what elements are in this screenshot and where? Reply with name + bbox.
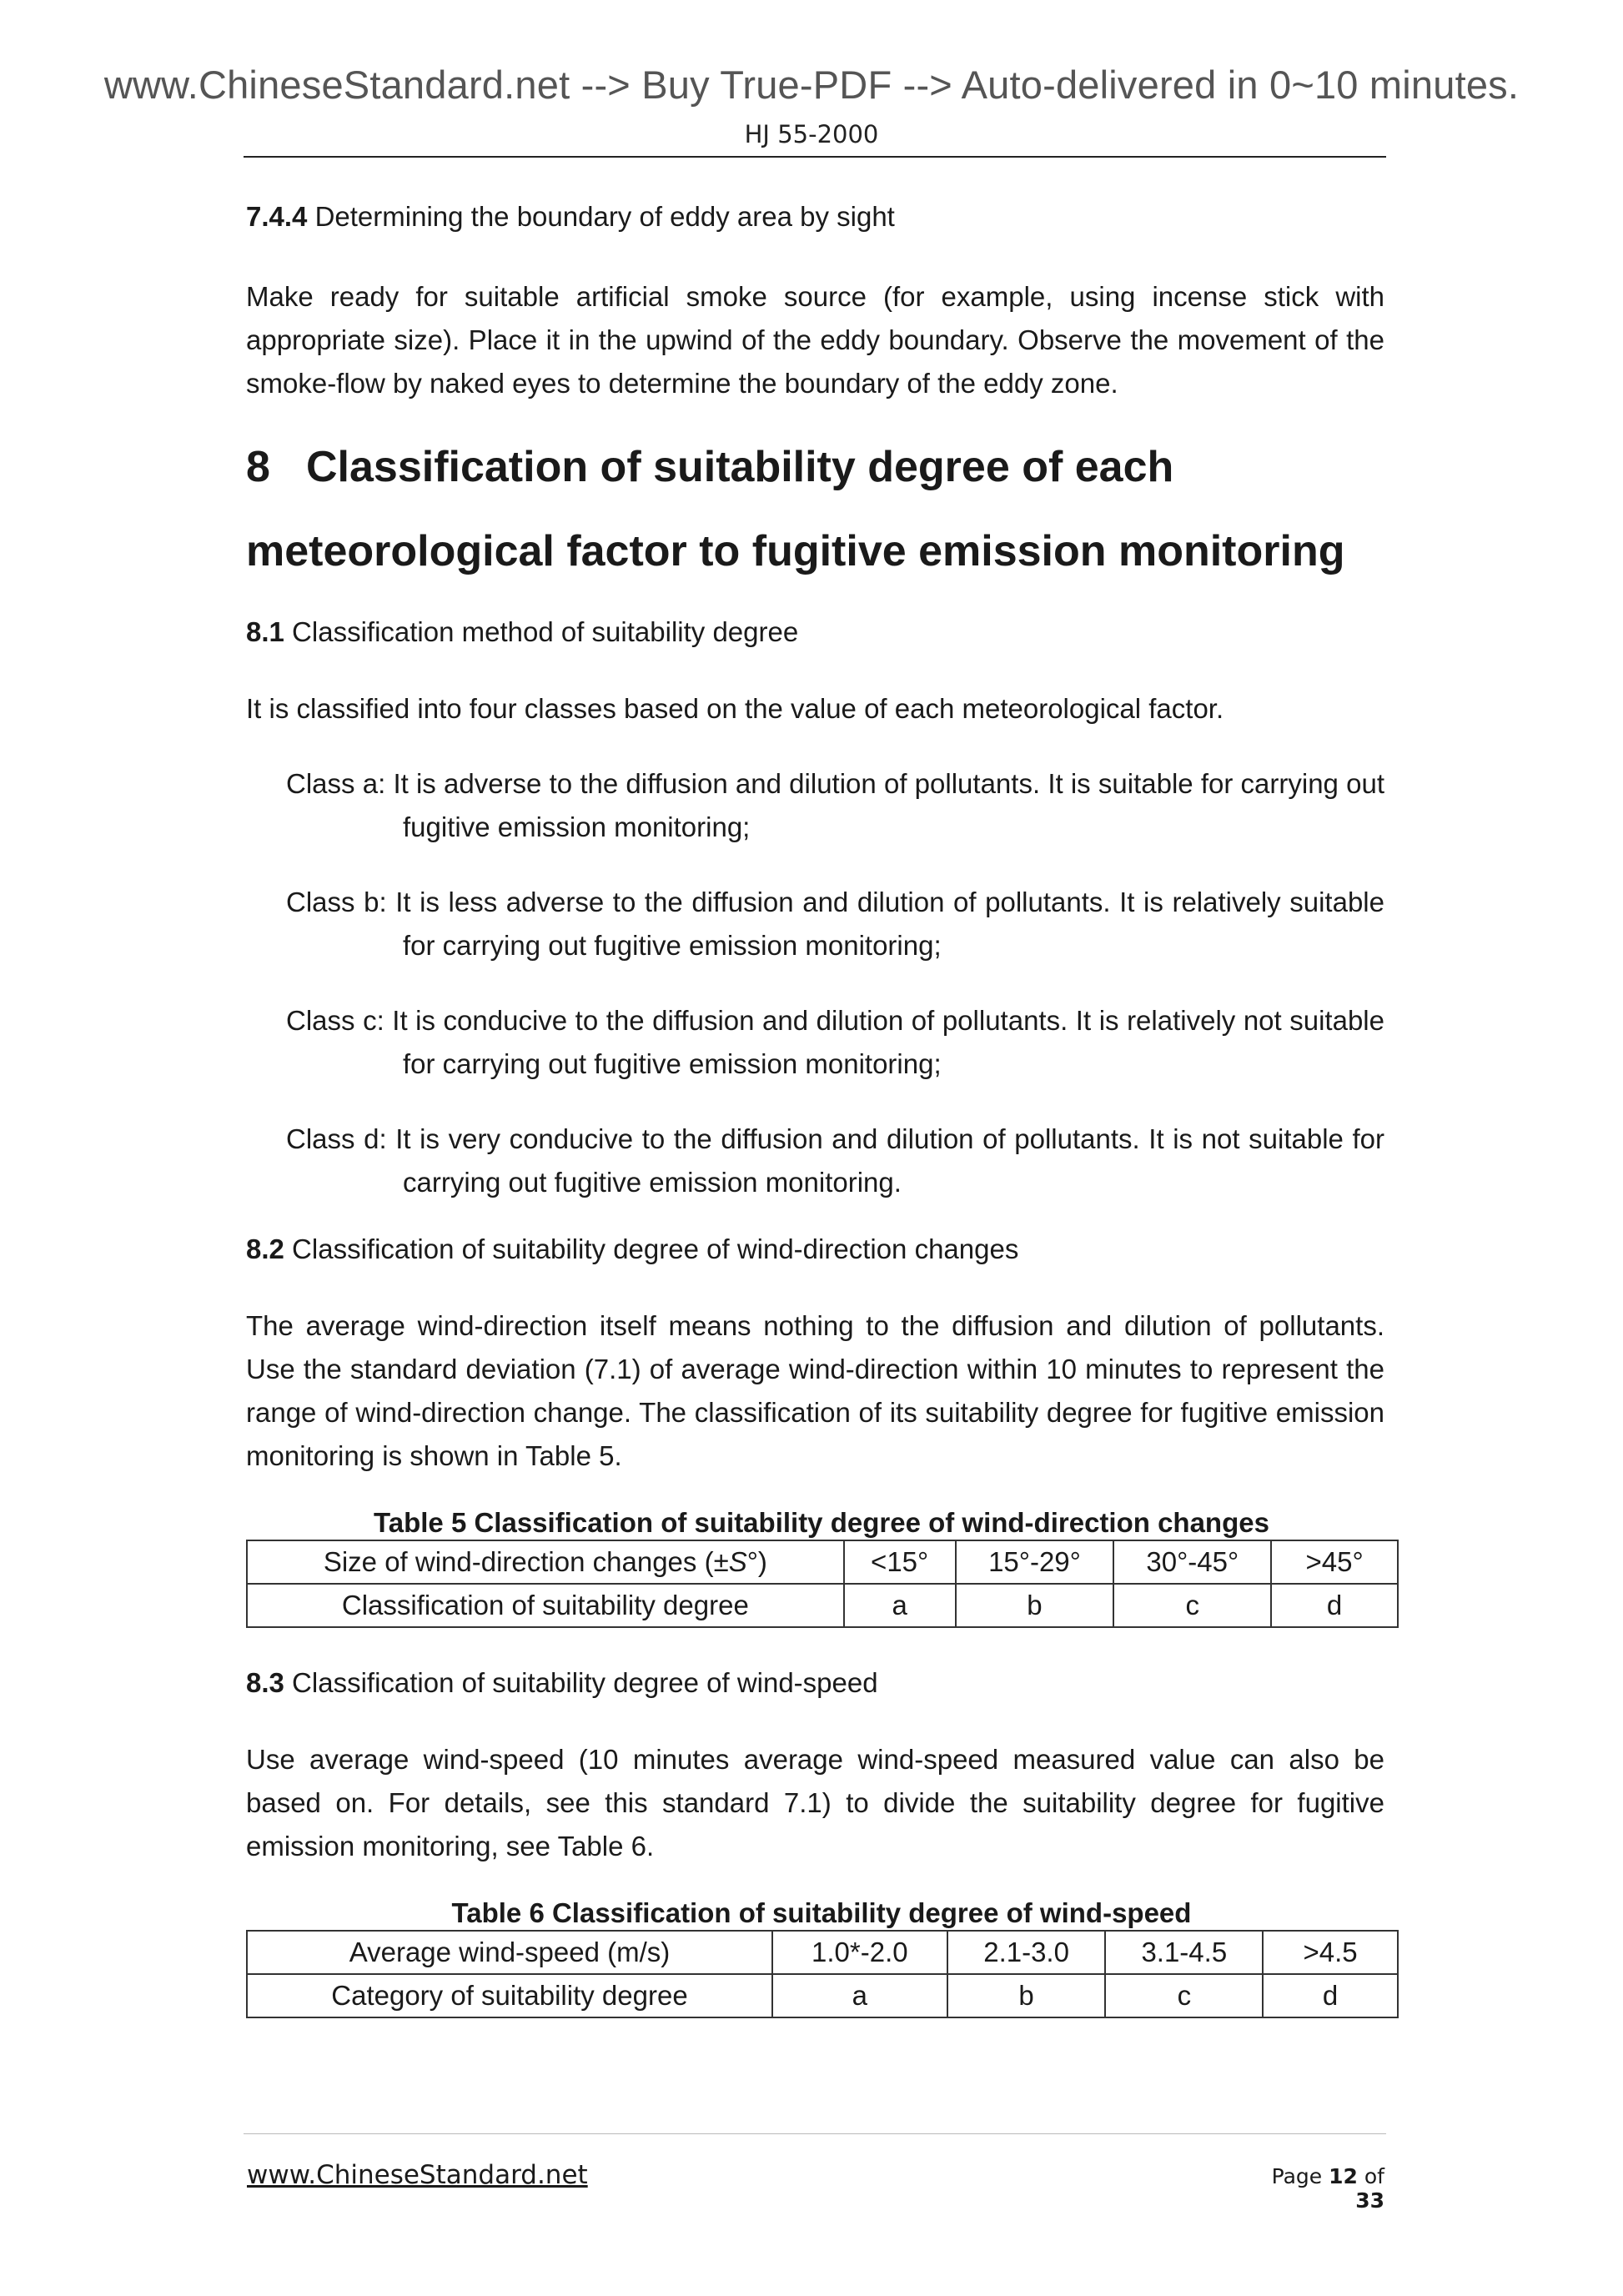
table-6-caption: Table 6 Classification of suitability degree of wind-speed: [451, 1897, 1192, 1928]
section-title: Classification of suitability degree of wind-direction changes: [292, 1233, 1019, 1264]
table-cell: 15°-29°: [956, 1540, 1114, 1584]
table-cell: d: [1263, 1974, 1398, 2017]
table-row: [247, 1540, 1398, 1584]
section-8-3-paragraph: Use average wind-speed (10 minutes average wind-speed measured value can also be based on. For details, see this standard 7.1) to divide the suitability degree for fugitive emission monitoring, see Table 6.: [246, 1744, 1384, 1861]
footer-website-link[interactable]: www.ChineseStandard.net: [247, 2160, 588, 2190]
table-row: [247, 1584, 1398, 1627]
table-cell: a: [772, 1974, 947, 2017]
table-cell: c: [1105, 1974, 1263, 2017]
table-cell: 1.0*-2.0: [772, 1931, 947, 1974]
class-a-item: Class a: It is adverse to the diffusion and dilution of pollutants. It is suitable for carrying out fugitive emission monitoring;: [286, 768, 1384, 842]
table-5-caption: Table 5 Classification of suitability degree of wind-direction changes: [374, 1507, 1269, 1538]
table-cell: b: [947, 1974, 1106, 2017]
section-number: 8.3: [246, 1667, 284, 1698]
class-d-item: Class d: It is very conducive to the diffusion and dilution of pollutants. It is not suitable for carrying out fugitive emission monitoring.: [286, 1123, 1384, 1198]
document-code: HJ 55-2000: [744, 120, 879, 148]
section-8-title-line1: [246, 425, 1384, 510]
table-row: [247, 1974, 1398, 2017]
section-8-2-paragraph: The average wind-direction itself means nothing to the diffusion and dilution of pollutants. Use the standard deviation (7.1) of average wind-direction within 10 minutes to represent the range of wind-direction change. The classification of its suitability degree for fugitive emission monitoring is shown in Table 5.: [246, 1310, 1384, 1471]
table-6: [246, 1930, 1399, 2018]
section-7-4-4-paragraph: Make ready for suitable artificial smoke source (for example, using incense stick with appropriate size). Place it in the upwind of the eddy boundary. Observe the movement of the smoke-flow by naked eyes to determine the boundary of the eddy zone.: [246, 281, 1384, 399]
section-title-part: Classification of suitability degree of each: [306, 443, 1174, 491]
table-cell: d: [1271, 1584, 1398, 1627]
section-title: Classification of suitability degree of wind-speed: [292, 1667, 878, 1698]
table-cell: 30°-45°: [1113, 1540, 1271, 1584]
table-cell: >4.5: [1263, 1931, 1398, 1974]
section-7-4-4-heading: [246, 200, 1384, 234]
section-number: 8: [246, 443, 270, 491]
section-8-heading: [246, 425, 1384, 594]
section-8-1-paragraph: It is classified into four classes based on the value of each meteorological factor.: [246, 693, 1224, 724]
table-cell: 3.1-4.5: [1105, 1931, 1263, 1974]
section-number: 7.4.4: [246, 201, 308, 232]
section-title: Classification method of suitability degree: [292, 616, 799, 647]
table-cell: >45°: [1271, 1540, 1398, 1584]
table-row-label: Average wind-speed (m/s): [247, 1931, 772, 1974]
table-cell: b: [956, 1584, 1114, 1627]
table-5: [246, 1540, 1399, 1628]
header-banner[interactable]: www.ChineseStandard.net --> Buy True-PDF --> Auto-delivered in 0~10 minutes.: [103, 63, 1520, 107]
footer-divider: [244, 2133, 1386, 2134]
section-8-3-heading: [246, 1666, 1384, 1700]
table-row-label: Category of suitability degree: [247, 1974, 772, 2017]
header-divider: [244, 156, 1386, 158]
table-cell: a: [844, 1584, 956, 1627]
section-title: Determining the boundary of eddy area by sight: [314, 201, 895, 232]
section-8-2-heading: [246, 1233, 1384, 1266]
section-8-1-heading: [246, 615, 1384, 649]
section-number: 8.1: [246, 616, 284, 647]
class-b-item: Class b: It is less adverse to the diffusion and dilution of pollutants. It is relatively suitable for carrying out fugitive emission monitoring;: [286, 887, 1384, 961]
table-row-label: Size of wind-direction changes (±S°): [247, 1540, 844, 1584]
table-cell: c: [1113, 1584, 1271, 1627]
class-c-item: Class c: It is conducive to the diffusion and dilution of pollutants. It is relatively not suitable for carrying out fugitive emission monitoring;: [286, 1005, 1384, 1079]
section-number: 8.2: [246, 1233, 284, 1264]
page-number: Page 12 of 33: [1271, 2164, 1384, 2213]
section-8-title-line2: meteorological factor to fugitive emission monitoring: [246, 527, 1345, 575]
table-cell: <15°: [844, 1540, 956, 1584]
page-content: [246, 200, 1384, 2018]
table-row: [247, 1931, 1398, 1974]
table-row-label: Classification of suitability degree: [247, 1584, 844, 1627]
table-cell: 2.1-3.0: [947, 1931, 1106, 1974]
